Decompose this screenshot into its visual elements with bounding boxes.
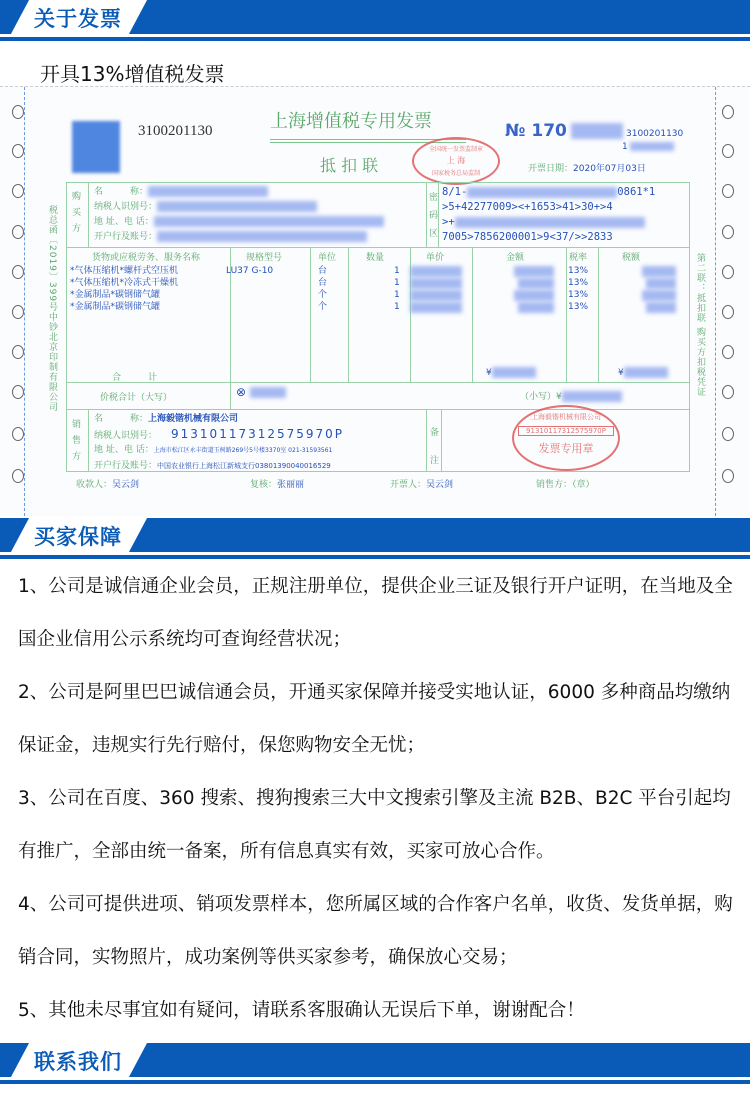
invoice-title: 上海增值税专用发票 (270, 111, 432, 132)
left-vertical-text: 税总函〔2019〕399号中钞北京印制有限公司 (47, 205, 57, 413)
section-header-invoice (0, 0, 750, 42)
right-code: 3100201130 (626, 129, 684, 139)
grand-total-words: ⊗ (236, 385, 286, 399)
invoice-image (0, 86, 750, 516)
seller-invoice-stamp (512, 405, 620, 471)
section-header-guarantee (0, 518, 750, 560)
table-header: 货物或应税劳务、服务名称 规格型号 单位 数量 单价 金额 税率 税额 (92, 253, 641, 263)
stamp-text: 全国统一发票监制章 (428, 146, 483, 153)
qr-code (72, 121, 120, 173)
invoice-copy-label: 抵 扣 联 (320, 156, 379, 175)
stamp-text: 国家税务总局监制 (431, 170, 480, 177)
table-row: *气体压缩机*冷冻式干燥机 台 1 13% (66, 277, 690, 289)
cipher-label: 密码区 (429, 193, 439, 239)
signatures: 收款人：吴云剑 复核：张丽丽 开票人：吴云剑 销售方：（章） (76, 480, 595, 490)
guarantee-list (18, 560, 744, 1037)
stamp-text: 上海毅锴机械有限公司 (531, 413, 601, 421)
right-number: 1 (622, 142, 674, 152)
section-title: 关于发票 (34, 7, 122, 31)
invoice-date: 开票日期：2020年07月03日 (528, 164, 646, 174)
total-label: 合 计 (112, 373, 158, 383)
invoice-subtitle: 开具13%增值税发票 (40, 62, 225, 86)
item-rows (66, 265, 690, 313)
table-row: *金属制品*碳钢储气罐 个 1 13% (66, 289, 690, 301)
stamp-text: 上 海 (446, 156, 466, 165)
section-header-contact (0, 1043, 750, 1085)
section-title: 联系我们 (34, 1050, 122, 1074)
seller-fields: 名 称：上海毅锴机械有限公司 纳税人识别号： 91310117312575970P 地 址、电 话：上海市松江区永丰街道玉树路269号5号楼3370室 021-31593561 开户行及账号：中国农业银行上海松江新城支行03801390040016529 (94, 414, 345, 471)
table-row: *气体压缩机*螺杆式空压机 LU37 G-10 台 1 13% (66, 265, 690, 277)
invoice-code: 3100201130 (138, 123, 213, 139)
right-vertical-text: 第二联：抵扣联 购买方扣税凭证 (695, 253, 705, 397)
list-item: 5、其他未尽事宜如有疑问，请联系客服确认无误后下单，谢谢配合！ (18, 1000, 585, 1021)
table-row: *金属制品*碳钢储气罐 个 1 13% (66, 301, 690, 313)
grand-total-label: 价税合计（大写） (100, 393, 173, 403)
seller-label: 销售方 (72, 420, 82, 462)
supervision-stamp (412, 137, 500, 185)
list-item: 3、公司在百度、360 搜索、搜狗搜索三大中文搜索引擎及主流 B2B、B2C 平台引起均有推广，全部由统一备案，所有信息真实有效，买家可放心合作。 (18, 788, 731, 862)
total-amount: ¥ (486, 367, 536, 378)
list-item: 4、公司可提供进项、销项发票样本，您所属区域的合作客户名单，收货、发货单据，购销合同，实物照片，成功案例等供买家参考，确保放心交易； (18, 894, 733, 968)
grand-total-small: （小写）¥ (520, 389, 622, 402)
buyer-label: 购买方 (72, 192, 82, 234)
stamp-text: 91310117312575970P (518, 426, 614, 436)
total-tax: ¥ (618, 367, 668, 378)
list-item: 2、公司是阿里巴巴诚信通会员，开通买家保障并接受实地认证，6000 多种商品均缴纳保证金，违规实行先行赔付，保您购物安全无忧； (18, 682, 731, 756)
section-title: 买家保障 (34, 525, 122, 549)
invoice-number: № 170 (505, 121, 623, 141)
stamp-text: 发票专用章 (538, 442, 594, 455)
cipher-area: 8/1- 0861*1 >5+42277009><+1653>41>30+>4 >+ 7005>7856200001>9<37/>>2833 (442, 186, 656, 243)
buyer-fields: 名 称： 纳税人识别号： 地 址、电 话： 开户行及账号： (94, 185, 384, 245)
remark-label: 备注 (430, 428, 440, 466)
list-item: 1、公司是诚信通企业会员，正规注册单位，提供企业三证及银行开户证明，在当地及全国企业信用公示系统均可查询经营状况； (18, 576, 733, 650)
